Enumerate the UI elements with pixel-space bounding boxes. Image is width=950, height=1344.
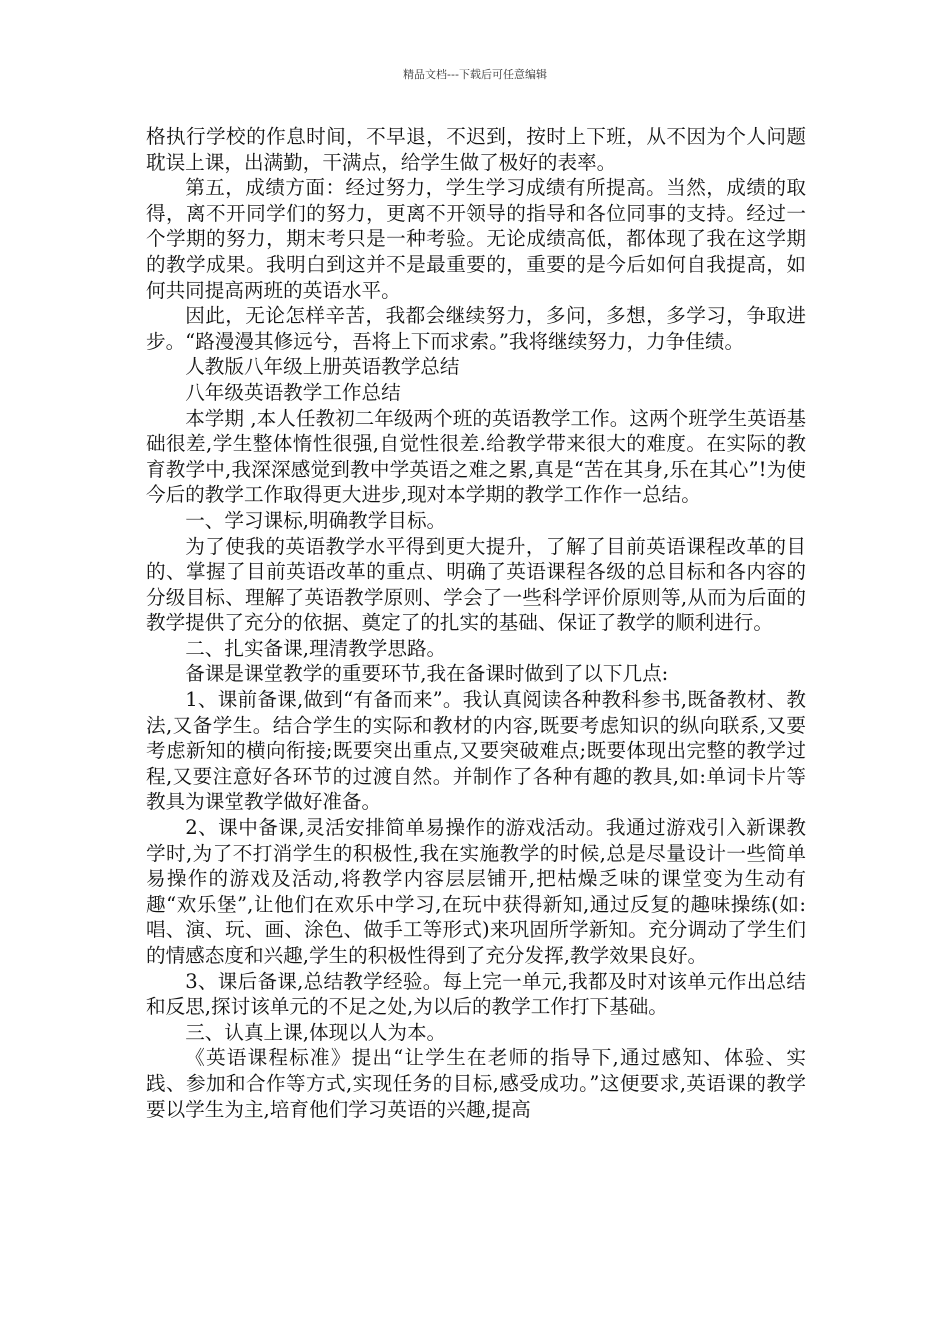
paragraph-grades: 第五，成绩方面：经过努力，学生学习成绩有所提高。当然，成绩的取得，离不开同学们的努力，更离不开领导的指导和各位同事的支持。经过一个学期的努力，期末考只是一种考验。无论成绩高低，都体现了我在这学期的教学成果。我明白到这并不是最重要的，重要的是今后如何自我提高，如何共同提高两班的英语水平。 [146,176,806,302]
paragraph-intro: 本学期 ,本人任教初二年级两个班的英语教学工作。这两个班学生英语基础很差,学生整体惰性很强,自觉性很差.给教学带来很大的难度。在实际的教育教学中,我深深感觉到教中学英语之难之累,真是“苦在其身,乐在其心”!为使今后的教学工作取得更大进步,现对本学期的教学工作作一总结。 [146,406,806,507]
paragraph-continuation: 格执行学校的作息时间，不早退，不迟到，按时上下班，从不因为个人问题耽误上课，出满勤，干满点，给学生做了极好的表率。 [146,125,806,174]
document-subtitle: 八年级英语教学工作总结 [185,380,401,404]
document-title: 人教版八年级上册英语教学总结 [185,355,460,379]
section-heading-1: 一、学习课标,明确教学目标。 [185,508,447,532]
list-item-1: 1、课前备课,做到“有备而来”。我认真阅读各种教科参书,既备教材、教法,又备学生。结合学生的实际和教材的内容,既要考虑知识的纵向联系,又要考虑新知的横向衔接;既要突出重点,又要突破难点;既要体现出完整的教学过程,又要注意好各环节的过渡自然。并制作了各种有趣的教具,如:单词卡片等教具为课堂教学做好准备。 [146,688,806,814]
paragraph-section-1: 为了使我的英语教学水平得到更大提升，了解了目前英语课程改革的目的、掌握了目前英语改革的重点、明确了英语课程各级的总目标和各内容的分级目标、理解了英语教学原则、学会了一些科学评价原则等,从而为后面的教学提供了充分的依据、奠定了的扎实的基础、保证了教学的顺利进行。 [146,534,806,635]
page-header: 精品文档---下载后可任意编辑 [403,68,547,81]
section-heading-2: 二、扎实备课,理清教学思路。 [185,636,447,660]
list-item-3: 3、课后备课,总结教学经验。每上完一单元,我都及时对该单元作出总结和反思,探讨该单元的不足之处,为以后的教学工作打下基础。 [146,969,806,1019]
list-item-2: 2、课中备课,灵活安排简单易操作的游戏活动。我通过游戏引入新课教学时,为了不打消学生的积极性,我在实施教学的时候,总是尽量设计一些简单易操作的游戏及活动,将教学内容层层铺开,把枯燥乏味的课堂变为生动有趣“欢乐堡”,让他们在欢乐中学习,在玩中获得新知,通过反复的趣味操练(如:唱、演、玩、画、涂色、做手工等形式)来巩固所学新知。充分调动了学生们的情感态度和兴趣,学生的积极性得到了充分发挥,教学效果良好。 [146,816,806,967]
document-body [146,124,806,1122]
paragraph-section-3: 《英语课程标准》提出“让学生在老师的指导下,通过感知、体验、实践、参加和合作等方式,实现任务的目标,感受成功。”这便要求,英语课的教学要以学生为主,培育他们学习英语的兴趣,提高 [146,1046,806,1121]
paragraph-conclusion: 因此，无论怎样辛苦，我都会继续努力，多问，多想，多学习，争取进步。“路漫漫其修远兮，吾将上下而求索。”我将继续努力，力争佳绩。 [146,304,806,353]
paragraph-section-2: 备课是课堂教学的重要环节,我在备课时做到了以下几点: [185,662,669,686]
section-heading-3: 三、认真上课,体现以人为本。 [185,1020,447,1044]
